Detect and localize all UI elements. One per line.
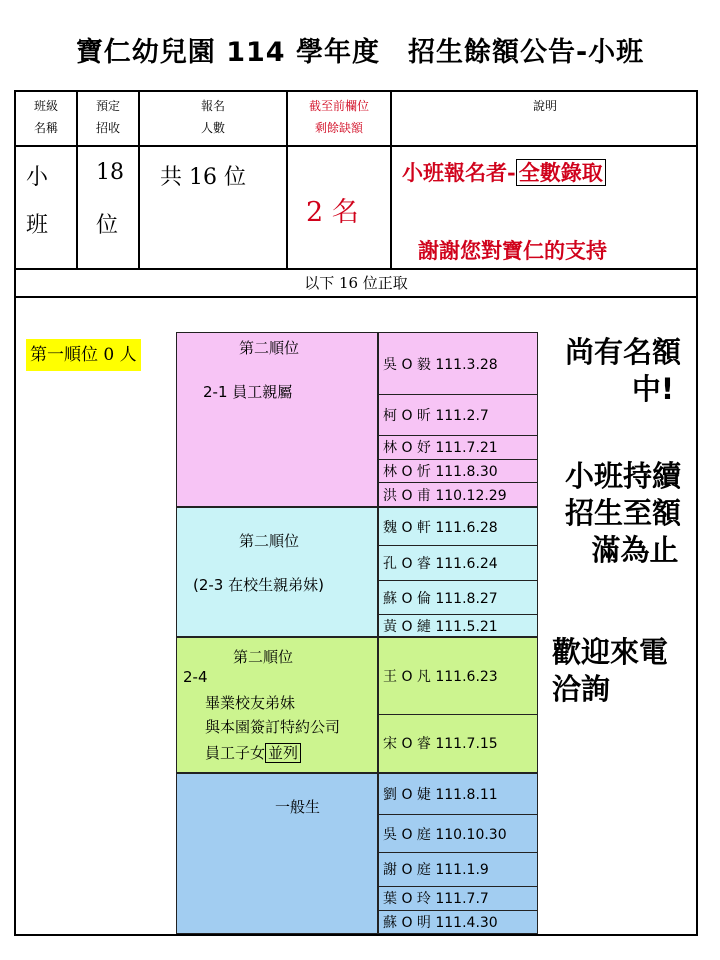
header-remaining [288, 95, 390, 139]
group-category-line: 畢業校友弟妹 [205, 694, 296, 712]
page-title: 寶仁幼兒園 114 學年度 招生餘額公告-小班 [75, 37, 645, 68]
header-note [392, 95, 698, 117]
group-1-names [378, 332, 538, 507]
group-rank: 第二順位 [239, 339, 300, 357]
list-item: 魏 O 軒 111.6.28 [379, 508, 537, 546]
group-text: 員工子女 [205, 744, 266, 762]
list-item: 柯 O 昕 111.2.7 [379, 395, 537, 436]
list-item: 王 O 凡 111.6.23 [379, 638, 537, 715]
header-text: 報名 [200, 99, 225, 113]
list-item: 吳 O 毅 111.3.28 [379, 333, 537, 395]
remaining-count: 2 名 [306, 197, 359, 228]
group-category-line: 與本園簽訂特約公司 [205, 718, 341, 736]
side-note-line: 中! [631, 372, 675, 406]
banner-divider [14, 296, 698, 298]
group-text-boxed: 並列 [265, 743, 301, 763]
side-note-line: 歡迎來電 [552, 635, 669, 669]
note-thanks: 謝謝您對寶仁的支持 [418, 238, 607, 263]
class-name-1: 小 [26, 165, 49, 190]
list-item: 林 O 忻 111.8.30 [379, 460, 537, 484]
applicant-count: 共 16 位 [160, 165, 246, 190]
note-line [402, 157, 606, 187]
group-staff-relatives [176, 332, 378, 507]
header-divider [14, 145, 698, 147]
list-item: 蘇 O 明 111.4.30 [383, 915, 498, 932]
side-note-line: 尚有名額 [564, 335, 681, 369]
first-rank-label: 第一順位 0 人 [26, 339, 141, 371]
note-prefix: 小班報名者- [402, 160, 516, 185]
list-item: 黃 O 縺 111.5.21 [383, 618, 498, 635]
header-class-name [16, 95, 76, 139]
list-item: 宋 O 睿 111.7.15 [383, 736, 498, 753]
planned-unit: 位 [96, 213, 119, 238]
list-item: 林 O 妤 111.7.21 [379, 436, 537, 460]
group-general [176, 773, 378, 934]
header-text: 說明 [532, 99, 557, 113]
list-item: 謝 O 庭 111.1.9 [379, 853, 537, 887]
group-rank: 第二順位 [239, 532, 300, 550]
list-item: 吳 O 庭 110.10.30 [379, 815, 537, 853]
list-item: 洪 O 甫 110.12.29 [383, 487, 507, 504]
group-category-line [205, 742, 301, 763]
side-note-contact [548, 634, 702, 708]
header-applicants [140, 95, 286, 139]
header-text: 名稱 [33, 121, 58, 135]
group-category: (2-3 在校生親弟妹) [193, 576, 324, 594]
group-4-names [378, 773, 538, 934]
header-text: 招收 [95, 121, 120, 135]
header-text: 班級 [33, 99, 58, 113]
admitted-banner: 以下 16 位正取 [304, 274, 408, 292]
list-item: 孔 O 睿 111.6.24 [379, 546, 537, 580]
list-item: 葉 O 玲 111.7.7 [379, 887, 537, 912]
group-2-names [378, 507, 538, 637]
group-rank: 第二順位 [233, 648, 294, 666]
header-planned [78, 95, 138, 139]
header-text: 預定 [95, 99, 120, 113]
class-name-2: 班 [26, 213, 49, 238]
group-alumni-partner [176, 637, 378, 773]
group-category: 2-4 [183, 668, 208, 686]
list-item: 蘇 O 倫 111.8.27 [379, 581, 537, 615]
group-rank: 一般生 [275, 798, 321, 816]
side-note-continue [548, 458, 698, 569]
header-text: 人數 [200, 121, 225, 135]
header-text: 剩餘缺額 [314, 121, 363, 135]
side-note-line: 滿為止 [591, 533, 679, 567]
list-item: 劉 O 婕 111.8.11 [379, 774, 537, 815]
planned-count: 18 [96, 160, 124, 185]
side-note-line: 小班持續 [564, 459, 681, 493]
group-3-names [378, 637, 538, 773]
note-highlight: 全數錄取 [516, 159, 606, 186]
group-sibling-of-student [176, 507, 378, 637]
header-text: 截至前欄位 [308, 99, 369, 113]
side-note-line: 洽詢 [552, 672, 611, 706]
side-note-line: 招生至額 [564, 496, 681, 530]
side-note-availability [548, 334, 698, 408]
group-category: 2-1 員工親屬 [203, 383, 293, 401]
